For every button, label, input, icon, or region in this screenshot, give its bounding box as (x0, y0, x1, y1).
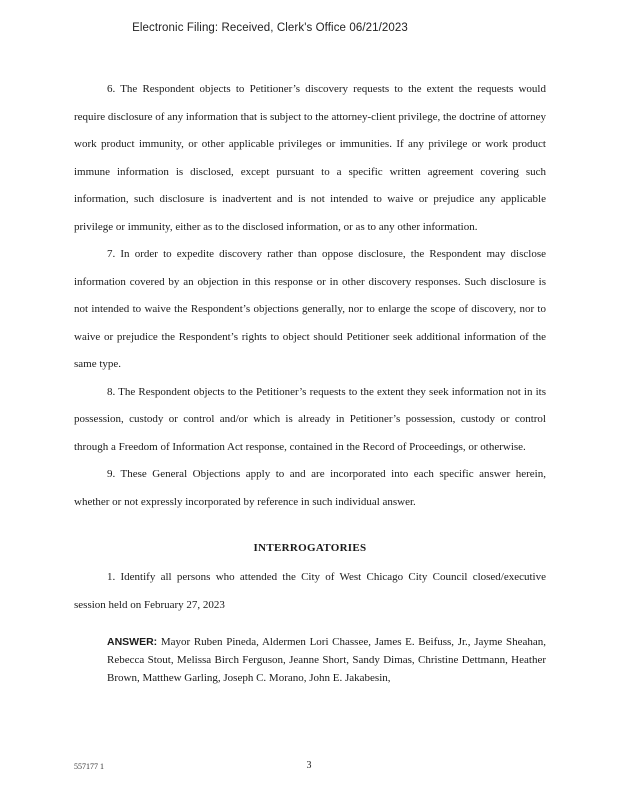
answer-1 (107, 633, 546, 687)
document-code: 557177 1 (74, 762, 104, 771)
paragraph-8: 8. The Respondent objects to the Petitioner’s requests to the extent they seek information not in its possession, custody or control and/or which is already in Petitioner’s possession, custody or control through a Freedom of Information Act response, contained in the Record of Proceedings, or otherwise. (74, 385, 546, 453)
paragraph-6: 6. The Respondent objects to Petitioner’s discovery requests to the extent the requests would require disclosure of any information that is subject to the attorney-client privilege, the doctrine of attorney work product immunity, or other applicable privileges or immunities. If any privilege or work product immune information is disclosed, except pursuant to a specific written agreement covering such information, such disclosure is inadvertent and is not intended to waive or prejudice any applicable privilege or immunity, either as to the disclosed information, or as to any other information. (74, 83, 546, 233)
interrogatory-1: 1. Identify all persons who attended the City of West Chicago City Council closed/executive session held on February 27, 2023 (74, 571, 546, 611)
document-body (74, 76, 546, 687)
paragraph-7: 7. In order to expedite discovery rather than oppose disclosure, the Respondent may disclose information covered by an objection in this response or in other discovery responses. Such disclosure is not intended to waive the Respondent’s objections generally, nor to enlarge the scope of discovery, nor to waive or prejudice the Respondent’s rights to object should Petitioner seek additional information of the same type. (74, 248, 546, 370)
page-number: 3 (306, 760, 312, 771)
section-heading: INTERROGATORIES (253, 542, 367, 554)
paragraph-9: 9. These General Objections apply to and are incorporated into each specific answer herein, whether or not expressly incorporated by reference in such individual answer. (74, 468, 546, 508)
answer-label: ANSWER: (107, 636, 158, 648)
filing-stamp: Electronic Filing: Received, Clerk's Office 06/21/2023 (132, 22, 408, 34)
answer-text: Mayor Ruben Pineda, Aldermen Lori Chassee, James E. Beifuss, Jr., Jayme Sheahan, Rebecca Stout, Melissa Birch Ferguson, Jeanne Short, Sandy Dimas, Christine Dettmann, Heather Brown, Matthew Garling, Joseph C. Morano, John E. Jakabesin, (107, 636, 546, 684)
